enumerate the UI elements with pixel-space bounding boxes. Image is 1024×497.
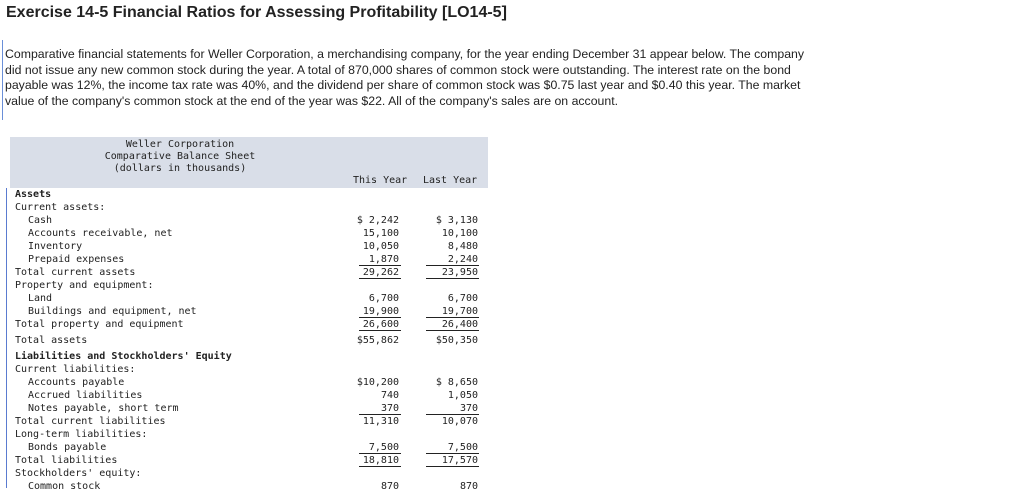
value-this-year: 7,500 xyxy=(368,442,399,453)
value-last-year: 23,950 xyxy=(441,267,478,278)
row-label: Liabilities and Stockholders' Equity xyxy=(15,351,232,362)
table-row xyxy=(10,214,488,227)
row-label: Land xyxy=(28,293,53,304)
table-row xyxy=(10,334,488,347)
table-row xyxy=(10,454,488,467)
table-row xyxy=(10,363,488,376)
row-label: Property and equipment: xyxy=(15,280,154,291)
exercise-intro: Comparative financial statements for Weller Corporation, a merchandising company, for the year ending December 31 appear below. The company did not issue any new common stock during the year. A total of 870,000 shares of common stock were outstanding. The interest rate on the bond payable was 12%, the income tax rate was 40%, and the dividend per share of common stock was $0.75 last year and $0.40 this year. The market value of the company's common stock at the end of the year was $22. All of the company's sales are on account. xyxy=(5,47,805,108)
row-label: Cash xyxy=(28,215,53,226)
value-last-year: 10,100 xyxy=(441,228,478,239)
row-label: Accounts receivable, net xyxy=(28,228,173,239)
table-row xyxy=(10,240,488,253)
row-label: Assets xyxy=(15,189,52,200)
row-label: Accounts payable xyxy=(28,377,125,388)
value-last-year: 10,070 xyxy=(441,416,478,427)
value-last-year: 1,050 xyxy=(447,390,478,401)
left-accent-rule xyxy=(2,40,3,120)
row-label: Common stock xyxy=(28,481,101,492)
value-this-year: $ 2,242 xyxy=(356,215,399,226)
row-label: Total liabilities xyxy=(15,455,118,466)
value-last-year: 370 xyxy=(459,403,478,414)
value-last-year: $ 8,650 xyxy=(435,377,478,388)
value-last-year: 8,480 xyxy=(447,241,478,252)
table-row xyxy=(10,292,488,305)
table-row xyxy=(10,318,488,331)
value-last-year: 870 xyxy=(459,481,478,492)
value-this-year: 15,100 xyxy=(362,228,399,239)
table-row xyxy=(10,389,488,402)
row-label: Bonds payable xyxy=(28,442,107,453)
table-row xyxy=(10,415,488,428)
value-this-year: 18,810 xyxy=(362,455,399,466)
table-row xyxy=(10,376,488,389)
statement-units: (dollars in thousands) xyxy=(113,163,247,174)
table-row xyxy=(10,227,488,240)
table-row xyxy=(10,428,488,441)
table-row xyxy=(10,253,488,266)
total-underline xyxy=(359,330,401,331)
value-last-year: 19,700 xyxy=(441,306,478,317)
table-row xyxy=(10,441,488,454)
row-label: Current assets: xyxy=(15,202,106,213)
row-label: Buildings and equipment, net xyxy=(28,306,197,317)
value-last-year: 2,240 xyxy=(447,254,478,265)
column-last-year: Last Year xyxy=(423,175,478,186)
value-this-year: $55,862 xyxy=(356,335,399,346)
sheet-left-rule xyxy=(6,188,7,488)
row-label: Notes payable, short term xyxy=(28,403,179,414)
table-row xyxy=(10,188,488,201)
value-this-year: 370 xyxy=(380,403,399,414)
row-label: Total assets xyxy=(15,335,88,346)
value-this-year: 29,262 xyxy=(362,267,399,278)
total-underline xyxy=(426,330,479,331)
column-this-year: This Year xyxy=(353,175,408,186)
value-this-year: 19,900 xyxy=(362,306,399,317)
value-last-year: 26,400 xyxy=(441,319,478,330)
table-row xyxy=(10,402,488,415)
value-this-year: 26,600 xyxy=(362,319,399,330)
row-label: Prepaid expenses xyxy=(28,254,125,265)
table-row xyxy=(10,201,488,214)
statement-name: Comparative Balance Sheet xyxy=(104,151,256,162)
table-row xyxy=(10,279,488,292)
row-label: Total current assets xyxy=(15,267,136,278)
table-row xyxy=(10,350,488,363)
row-label: Inventory xyxy=(28,241,83,252)
value-this-year: 10,050 xyxy=(362,241,399,252)
row-label: Stockholders' equity: xyxy=(15,468,142,479)
table-row xyxy=(10,266,488,279)
value-this-year: 1,870 xyxy=(368,254,399,265)
value-this-year: 6,700 xyxy=(368,293,399,304)
value-last-year: $50,350 xyxy=(435,335,478,346)
exercise-title: Exercise 14-5 Financial Ratios for Assessing Profitability [LO14-5] xyxy=(6,4,507,21)
balance-sheet xyxy=(10,137,488,497)
value-this-year: 11,310 xyxy=(362,416,399,427)
row-label: Long-term liabilities: xyxy=(15,429,148,440)
table-row xyxy=(10,305,488,318)
balance-sheet-header xyxy=(10,137,488,188)
value-last-year: 6,700 xyxy=(447,293,478,304)
row-label: Accrued liabilities xyxy=(28,390,143,401)
table-row xyxy=(10,467,488,480)
value-last-year: 7,500 xyxy=(447,442,478,453)
row-label: Total property and equipment xyxy=(15,319,184,330)
company-name: Weller Corporation xyxy=(125,139,235,150)
value-this-year: 740 xyxy=(380,390,399,401)
value-last-year: 17,570 xyxy=(441,455,478,466)
row-label: Current liabilities: xyxy=(15,364,136,375)
value-last-year: $ 3,130 xyxy=(435,215,478,226)
value-this-year: $10,200 xyxy=(356,377,399,388)
row-label: Total current liabilities xyxy=(15,416,166,427)
value-this-year: 870 xyxy=(380,481,399,492)
